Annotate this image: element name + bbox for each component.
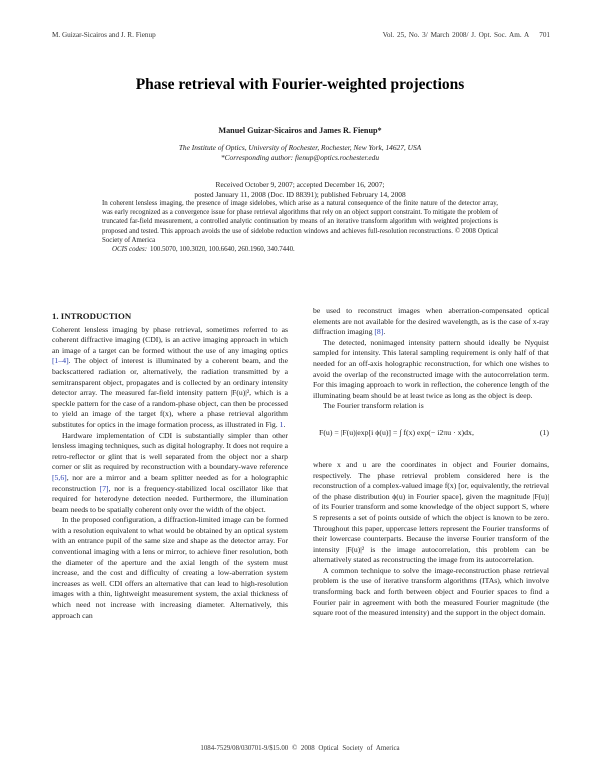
paragraph: A common technique to solve the image-reconstruction phase retrieval problem is the use of iterative transform algorithms (ITAs), which involve transforming back and forth between object and Fourier spaces to find a Fourier pair in agreement with both the measured Fourier magnitude (the square root of the measured intensity) and the support in the object domain. <box>313 565 549 618</box>
corresponding-author: *Corresponding author: fienup@optics.rochester.edu <box>220 153 380 162</box>
section-heading-introduction: 1. INTRODUCTION <box>52 311 132 321</box>
equation-number: (1) <box>539 427 549 437</box>
ocis-codes: 100.5070, 100.3020, 100.6640, 260.1960, 340.7440. <box>150 246 295 254</box>
paragraph-text: Hardware implementation of CDI is substantially simpler than other lensless imaging techniques, such as digital holography. It does not require a retro-reflector or glint that is well separated from the object nor a sharp corner or slit as required by reconstruction with a boundary-wave reference <box>52 430 288 472</box>
citation-link[interactable]: [1–4] <box>52 356 69 366</box>
paragraph: The detected, nonimaged intensity pattern should ideally be Nyquist sampled for intensity. This lateral sampling requirement is only half of that needed for an off-axis holographic reconstruction, for which one wishes to avoid the overlap of the reconstructed image with the autocorrelation term. For this imaging approach to work in reflection, the coherence length of the illuminating beam should be at least twice as long as the object is deep. <box>313 337 549 400</box>
left-column <box>52 311 288 621</box>
ocis-label: OCIS codes: <box>112 246 148 254</box>
dates-line-2: posted January 11, 2008 (Doc. ID 88391); published February 14, 2008 <box>194 190 406 199</box>
right-column <box>313 306 549 619</box>
paragraph <box>52 431 288 516</box>
abstract <box>102 199 498 254</box>
paper-authors: Manuel Guizar-Sicairos and James R. Fienup* <box>218 126 382 135</box>
paragraph-text: . The object of interest is illuminated by a coherent beam, and the backscattered radiation or, alternatively, the radiation transmitted by a semitransparent object, propagates and is collected by an ordinary intensity detector array. The measured far-field intensity pattern |F(u)|², which is a speckle pattern for the case of a random-phase object, can then be processed to yield an image of the target f(x), where a phase retrieval algorithm substitutes for optics in the image formation process, as illustrated in Fig. <box>52 356 288 429</box>
publication-dates <box>0 180 600 200</box>
page-footer: 1084-7529/08/030701-9/$15.00 © 2008 Optical Society of America <box>200 745 400 752</box>
paragraph-text: . <box>383 327 386 337</box>
paragraph-text: , nor are a mirror and a beam splitter needed as for a holographic reconstruction <box>52 472 288 493</box>
affiliation-block <box>0 143 600 163</box>
paragraph <box>313 306 549 338</box>
citation-link[interactable]: [7] <box>99 483 109 493</box>
running-header <box>52 31 550 43</box>
ocis-codes-line <box>102 245 498 254</box>
paragraph: The Fourier transform relation is <box>323 401 424 411</box>
paragraph: where x and u are the coordinates in object and Fourier domains, respectively. The phase retrieval problem considered here is the reconstruction of a complex-valued image f(x) [or, equivalently, the retrieval of the phase distribution ϕ(u) in Fourier space], given the magnitude |F(u)| of its Fourier transform and some knowledge of the object support S, where S represents a set of points outside of which the object is known to be zero. Throughout this paper, uppercase letters represent the Fourier transforms of their lowercase counterparts. Because the inverse Fourier transform of the intensity |F(u)|² is the image autocorrelation, this problem can be alternatively stated as reconstructing the image from its autocorrelation. <box>313 459 549 565</box>
paragraph-text: be used to reconstruct images when aberration-compensated optical elements are not available for the desired wavelength, as is the case of x-ray diffraction imaging <box>313 306 549 337</box>
equation-1 <box>313 418 549 452</box>
paragraph-text: , nor is a frequency-stabilized local oscillator like that required for heterodyne detection needed. Furthermore, the illumination beam needs to be spatially coherent only over the width of the object. <box>52 483 288 514</box>
paragraph-text: . <box>283 419 286 429</box>
page-number: 701 <box>539 31 550 39</box>
affiliation: The Institute of Optics, University of Rochester, Rochester, New York, 14627, USA <box>178 143 422 152</box>
citation-link[interactable]: [8] <box>374 327 384 337</box>
paragraph-text: Coherent lensless imaging by phase retrieval, sometimes referred to as coherent diffractive imaging (CDI), is an active imaging approach in which an image of a target can be formed without the use of any imaging optics <box>52 324 288 355</box>
paragraph: In the proposed configuration, a diffraction-limited image can be formed with a resolution equivalent to what would be obtained by an optical system with an entrance pupil of the same size and shape as the detector array. For conventional imaging with a lens or mirror, to achieve finer resolution, both the diameter of the aperture and the axial length of the system must increase, and the cost and difficulty of creating a low-aberration system increases as well. CDI offers an alternative that can lead to high-resolution images with a thin, lightweight measurement system, the axial thickness of which need not increase with increasing diameter. Alternatively, this approach can <box>52 515 288 620</box>
header-journal: Vol. 25, No. 3/ March 2008/ J. Opt. Soc. Am. A <box>382 31 530 39</box>
header-journal-info <box>383 31 550 39</box>
dates-line-1: Received October 9, 2007; accepted December 16, 2007; <box>215 180 385 189</box>
citation-link[interactable]: [5,6] <box>52 472 67 482</box>
figure-link[interactable]: 1 <box>279 419 284 429</box>
abstract-text: In coherent lensless imaging, the presence of image sidelobes, which arise as a natural consequence of the finite nature of the detector array, was early recognized as a convergence issue for phase retrieval algorithms that rely on an object support constraint. To mitigate the problem of truncated far-field measurement, a controlled analytic continuation by means of an iterative transform algorithm with weighted projections is proposed and tested. This approach avoids the use of sidelobe reduction windows and achieves full-resolution reconstructions. © 2008 Optical Society of America <box>102 200 498 244</box>
paper-title: Phase retrieval with Fourier-weighted projections <box>135 76 465 93</box>
paragraph <box>52 325 288 431</box>
header-authors: M. Guizar-Sicairos and J. R. Fienup <box>52 31 156 39</box>
equation-body: F(u) = |F(u)|exp[i ϕ(u)] = ∫ f(x) exp(− i2πu · x)dx, <box>319 427 474 437</box>
